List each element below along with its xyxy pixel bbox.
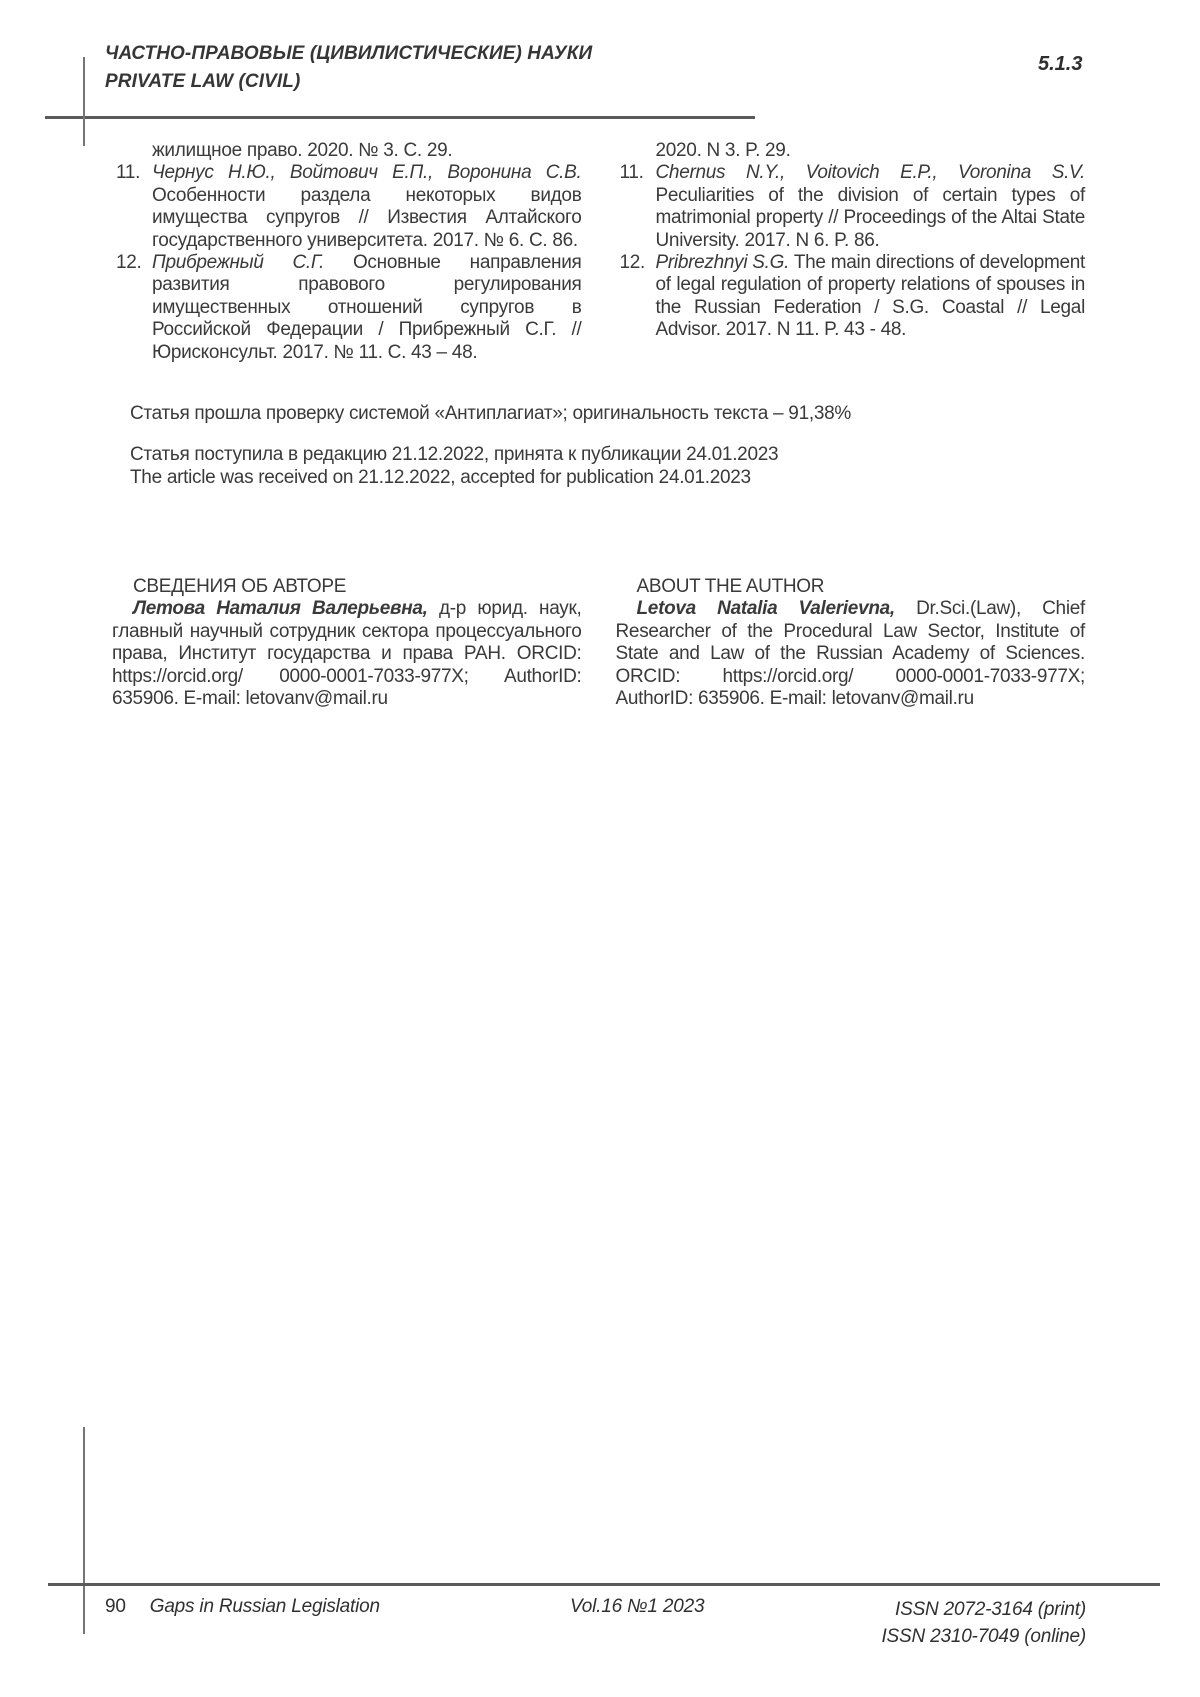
page-number: 90 (105, 1596, 126, 1617)
running-head-title-ru: ЧАСТНО-ПРАВОВЫЕ (ЦИВИЛИСТИЧЕСКИЕ) НАУКИ (105, 43, 593, 64)
reference-number: 11. (619, 162, 644, 184)
reference-text: Основные направления развития правового регулирования имущественных отношений супругов в Российской Федерации / Прибрежный С.Г. // Юрисконсульт. 2017. № 11. С. 43 – 48. (152, 252, 582, 363)
reference-item (112, 252, 582, 364)
received-date-en: The article was received on 21.12.2022, accepted for publication 24.01.2023 (130, 466, 751, 488)
author-name-ru: Летова Наталия Валерьевна, (133, 598, 428, 620)
left-margin-mark-bottom (83, 1427, 85, 1634)
footer-journal (105, 1596, 380, 1618)
reference-number: 11. (116, 162, 141, 184)
about-author-column-en (616, 576, 1086, 710)
reference-authors: Pribrezhnyi S.G. (655, 252, 790, 274)
about-author-heading-en: ABOUT THE AUTHOR (636, 576, 825, 597)
issn-block (881, 1596, 1086, 1650)
section-code: 5.1.3 (1038, 53, 1083, 75)
submission-dates (130, 444, 778, 489)
references-section (112, 140, 1085, 364)
issn-print: ISSN 2072-3164 (print) (895, 1599, 1086, 1620)
reference-number: 12. (116, 252, 142, 274)
reference-number: 12. (619, 252, 646, 274)
plagiarism-note: Статья прошла проверку системой «Антиплагиат»; оригинальность текста – 91,38% (130, 403, 851, 424)
reference-continuation: жилищное право. 2020. № 3. С. 29. (152, 140, 453, 161)
reference-text: Особенности раздела некоторых видов имущества супругов // Известия Алтайского государственного университета. 2017. № 6. С. 86. (152, 184, 582, 251)
reference-text: Peculiarities of the division of certain types of matrimonial property // Proceedings of the Altai State University. 2017. N 6. P. 86. (655, 184, 1085, 251)
author-bio-text-ru: д-р юрид. наук, главный научный сотрудник сектора процессуального права, Институт государства и права РАН. ORCID: https://orcid.org/ 0000-0001-7033-977X; AuthorID: 635906. E-mail: letovanv@mail.ru (112, 598, 582, 710)
about-author-section (112, 576, 1085, 710)
about-author-heading-ru: СВЕДЕНИЯ ОБ АВТОРЕ (133, 576, 347, 597)
about-author-column-ru (112, 576, 582, 710)
reference-text: The main directions of development of legal regulation of property relations of spouses in the Russian Federation / S.G. Coastal // Legal Advisor. 2017. N 11. P. 43 - 48. (655, 252, 1085, 341)
reference-item (616, 252, 1086, 342)
running-head-title-en: PRIVATE LAW (CIVIL) (105, 71, 301, 92)
volume-issue: Vol.16 №1 2023 (570, 1596, 705, 1617)
running-head (105, 40, 592, 96)
author-name-en: Letova Natalia Valerievna, (636, 598, 895, 620)
received-date-ru: Статья поступила в редакцию 21.12.2022, принята к публикации 24.01.2023 (130, 444, 779, 465)
references-column-ru (112, 140, 582, 364)
author-bio-text-en: Dr.Sci.(Law), Chief Researcher of the Procedural Law Sector, Institute of State and Law of the Russian Academy of Sciences. ORCID: https://orcid.org/ 0000-0001-7033-977X; AuthorID: 635906. E-mail: letovanv@mail.ru (615, 598, 1085, 710)
reference-authors: Прибрежный С.Г. (152, 252, 325, 274)
reference-authors: Chernus N.Y., Voitovich E.P., Voronina S.V. (655, 162, 1085, 184)
reference-item (112, 162, 582, 252)
references-column-en (616, 140, 1086, 364)
reference-item (616, 162, 1086, 252)
author-bio-en (616, 598, 1086, 710)
issn-online: ISSN 2310-7049 (online) (881, 1626, 1086, 1647)
reference-continuation: 2020. N 3. P. 29. (655, 140, 791, 161)
reference-authors: Чернус Н.Ю., Войтович Е.П., Воронина С.В. (152, 162, 582, 184)
header-rule (45, 116, 755, 119)
left-margin-mark-top (83, 57, 85, 146)
footer-rule (48, 1583, 1160, 1586)
author-bio-ru (112, 598, 582, 710)
journal-title: Gaps in Russian Legislation (149, 1596, 380, 1617)
